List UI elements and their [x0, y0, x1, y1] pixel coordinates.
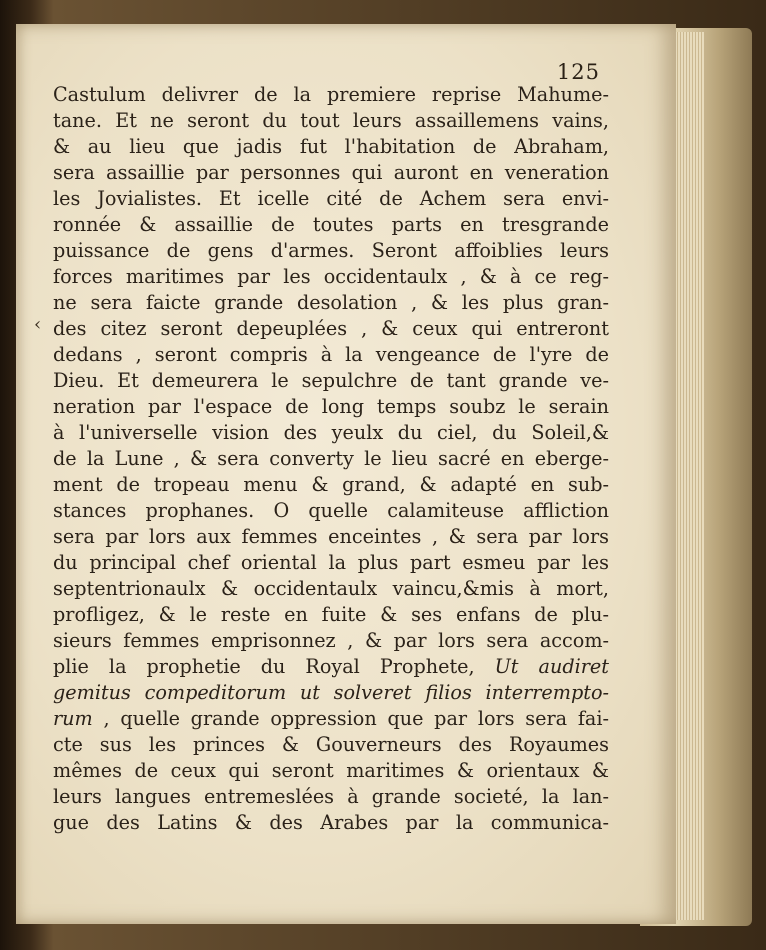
text-line: de la Lune , & sera converty le lieu sacré en eberge- [53, 447, 609, 470]
text-line: plie la prophetie du Royal Prophete, Ut audiret [53, 655, 609, 678]
text-line: sera par lors aux femmes enceintes , & sera par lors [53, 525, 609, 548]
margin-mark: ‹ [34, 314, 42, 335]
text-line: leurs langues entremeslées à grande societé, la lan- [53, 785, 609, 808]
text-line: profligez, & le reste en fuite & ses enfans de plu- [53, 603, 609, 626]
text-line: & au lieu que jadis fut l'habitation de Abraham, [53, 135, 609, 158]
book-page [16, 24, 676, 924]
text-line: Castulum delivrer de la premiere reprise Mahume- [53, 83, 609, 106]
text-line: ment de tropeau menu & grand, & adapté en sub- [53, 473, 609, 496]
text-line: dedans , seront compris à la vengeance de l'yre de [53, 343, 609, 366]
page-number: 125 [556, 60, 600, 84]
text-line: tane. Et ne seront du tout leurs assaillemens vains, [53, 109, 609, 132]
text-line: ne sera faicte grande desolation , & les plus gran- [53, 291, 609, 314]
text-line: neration par l'espace de long temps soubz le serain [53, 395, 609, 418]
text-line: septentrionaulx & occidentaulx vaincu,&mis à mort, [53, 577, 609, 600]
text-line: les Jovialistes. Et icelle cité de Achem sera envi- [53, 187, 609, 210]
text-line: ronnée & assaillie de toutes parts en tresgrande [53, 213, 609, 236]
text-line: stances prophanes. O quelle calamiteuse affliction [53, 499, 609, 522]
text-line: mêmes de ceux qui seront maritimes & orientaux & [53, 759, 609, 782]
text-line: rum , quelle grande oppression que par lors sera fai- [53, 707, 609, 730]
text-line: sieurs femmes emprisonnez , & par lors sera accom- [53, 629, 609, 652]
text-line: du principal chef oriental la plus part esmeu par les [53, 551, 609, 574]
text-line: forces maritimes par les occidentaulx , & à ce reg- [53, 265, 609, 288]
text-line: Dieu. Et demeurera le sepulchre de tant grande ve- [53, 369, 609, 392]
text-line: puissance de gens d'armes. Seront affoiblies leurs [53, 239, 609, 262]
text-line: sera assaillie par personnes qui auront en veneration [53, 161, 609, 184]
text-line: gue des Latins & des Arabes par la communica- [53, 811, 609, 834]
text-line: des citez seront depeuplées , & ceux qui entreront [53, 317, 609, 340]
text-line: gemitus compeditorum ut solveret filios interrempto- [53, 681, 609, 704]
page-text-block [53, 82, 609, 836]
text-line: cte sus les princes & Gouverneurs des Royaumes [53, 733, 609, 756]
text-line: à l'universelle vision des yeulx du ciel, du Soleil,& [53, 421, 609, 444]
